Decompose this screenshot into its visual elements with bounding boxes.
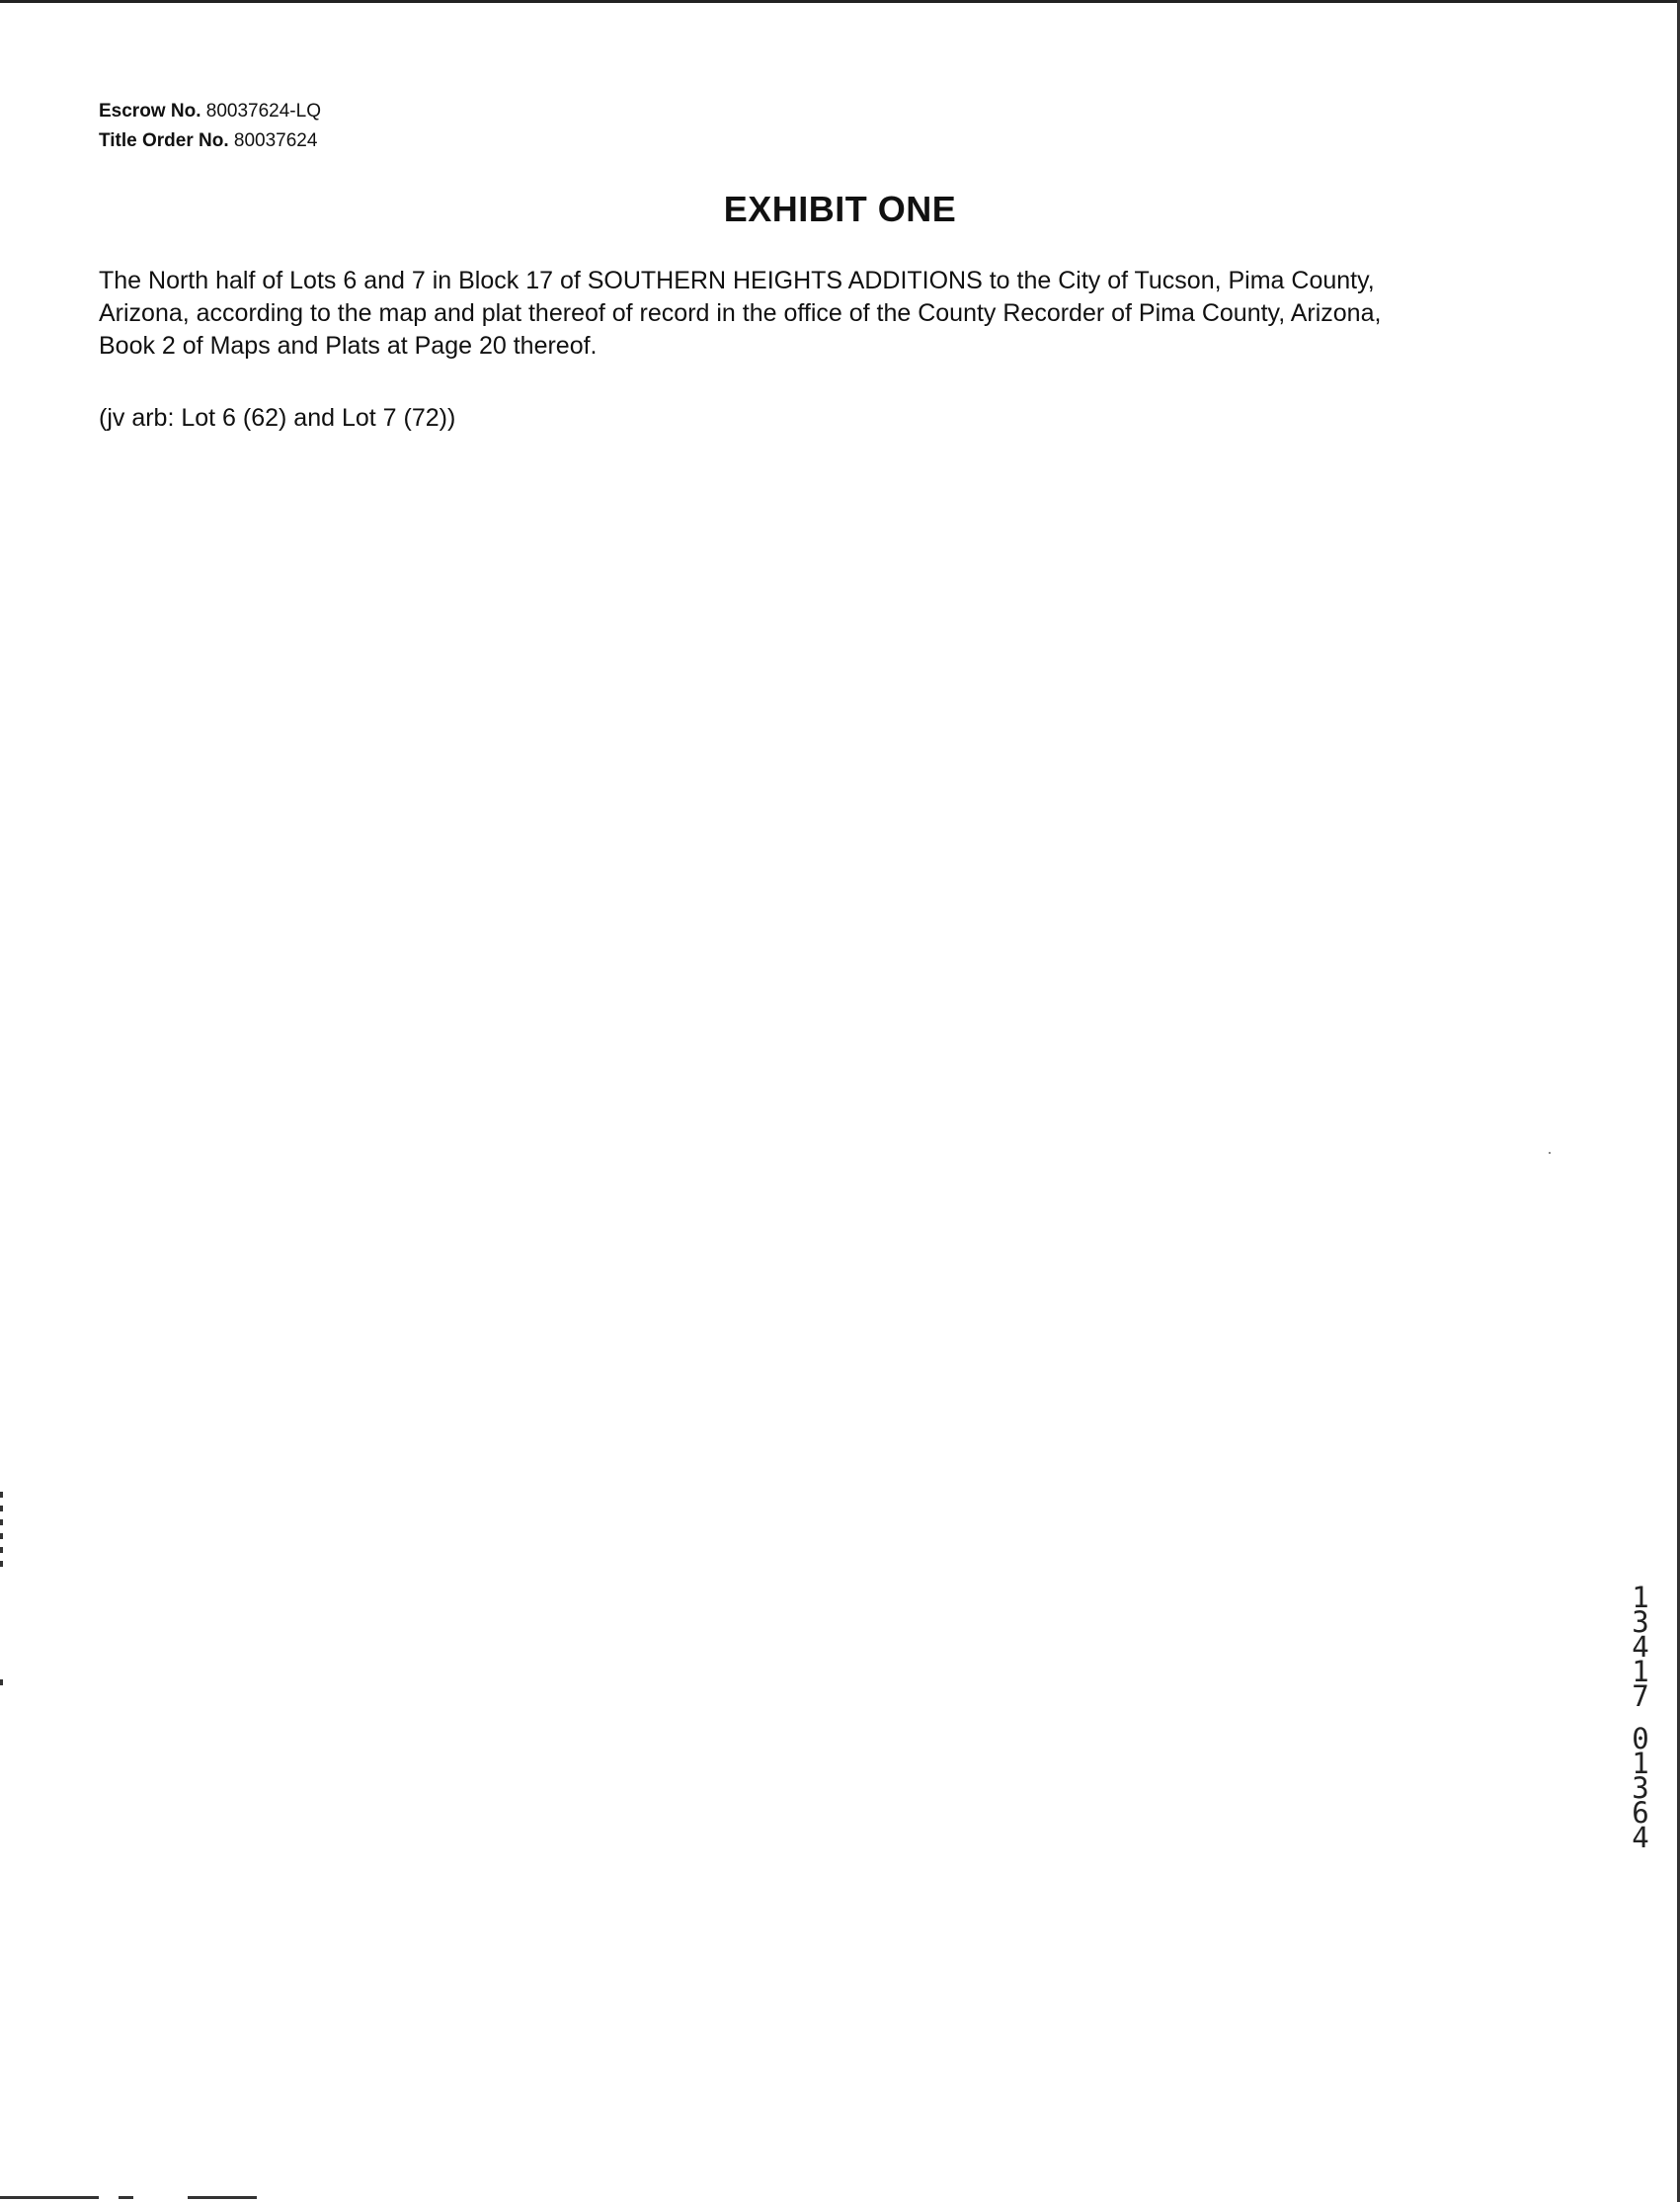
recording-stamp-page: 01364: [1632, 1722, 1649, 1854]
arb-note: (jv arb: Lot 6 (62) and Lot 7 (72)): [99, 404, 456, 432]
recording-stamp: [1628, 1581, 1653, 1854]
recording-stamp-docket: 13417: [1632, 1581, 1649, 1713]
scan-edge-top: [0, 0, 1680, 3]
scan-speck: [1549, 1152, 1551, 1154]
legal-description: [99, 265, 1570, 363]
escrow-number-line: [99, 97, 321, 126]
title-order-number-label: Title Order No.: [99, 130, 229, 151]
legal-description-line: The North half of Lots 6 and 7 in Block 17 of SOUTHERN HEIGHTS ADDITIONS to the City of Tucson, Pima County,: [99, 267, 1375, 294]
scan-edge-left-marks: [0, 1492, 3, 1571]
scan-edge-bottom: [0, 2196, 277, 2199]
legal-description-line: Book 2 of Maps and Plats at Page 20 thereof.: [99, 332, 598, 360]
reference-numbers: [99, 97, 321, 156]
title-order-number-value: 80037624: [233, 130, 318, 151]
exhibit-title: EXHIBIT ONE: [723, 189, 957, 229]
escrow-number-label: Escrow No.: [99, 101, 201, 122]
escrow-number-value: 80037624-LQ: [205, 101, 321, 122]
title-order-number-line: [99, 126, 321, 156]
scan-edge-left-mark: [0, 1679, 3, 1685]
legal-description-line: Arizona, according to the map and plat thereof of record in the office of the County Recorder of Pima County, Arizona,: [99, 299, 1382, 327]
